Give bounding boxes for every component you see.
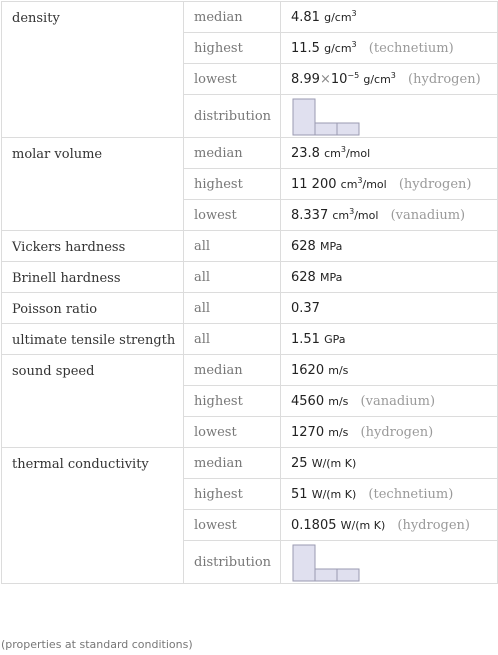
value: 4560 (291, 393, 325, 409)
stat-label: median (184, 138, 281, 169)
property-name-brinell-hardness: Brinell hardness (2, 262, 184, 293)
stat-label: all (184, 324, 281, 355)
stat-label: lowest (184, 510, 281, 541)
value: 0.37 (291, 300, 320, 316)
histogram-bar (337, 123, 359, 135)
table-row (2, 293, 498, 324)
unit: m/s (328, 394, 349, 408)
element-note: (hydrogen) (360, 424, 434, 440)
element-note: (vanadium) (360, 393, 436, 409)
unit: m/s (328, 363, 349, 377)
element-note: (hydrogen) (408, 71, 481, 87)
unit: MPa (319, 239, 343, 253)
unit: W/(m K) (311, 487, 357, 501)
footnote: (properties at standard conditions) (1, 638, 193, 651)
table-row (2, 324, 498, 355)
stat-label: lowest (184, 64, 281, 95)
element-note: (vanadium) (390, 207, 466, 223)
unit: $cm^3$/mol (324, 144, 371, 160)
distribution-histogram (291, 95, 371, 137)
value-cell (281, 386, 498, 417)
unit: $g/cm^3$ (324, 39, 357, 55)
stat-label: lowest (184, 200, 281, 231)
value-cell (281, 262, 498, 293)
stat-label: distribution (184, 95, 281, 138)
stat-label: median (184, 355, 281, 386)
value-cell (281, 33, 498, 64)
stat-label: all (184, 262, 281, 293)
stat-label: highest (184, 386, 281, 417)
value: 11.5 (291, 40, 320, 56)
value-cell (281, 448, 498, 479)
value-cell (281, 231, 498, 262)
value-cell (281, 479, 498, 510)
table-row (2, 355, 498, 386)
histogram-bar (293, 545, 315, 581)
histogram-bar (315, 569, 337, 581)
property-name-ultimate-tensile-strength: ultimate tensile strength (2, 324, 184, 355)
value: 11 200 (291, 176, 337, 192)
value-cell (281, 64, 498, 95)
value: $8.99\times 10^{-5}$ (291, 70, 360, 87)
unit: $cm^3$/mol (340, 175, 387, 191)
unit: MPa (319, 270, 343, 284)
value: 1.51 (291, 331, 320, 347)
unit: $g/cm^3$ (363, 70, 396, 86)
value-cell (281, 2, 498, 33)
value: 51 (291, 486, 308, 502)
stat-label: distribution (184, 541, 281, 584)
value: 8.337 (291, 207, 329, 223)
value-cell (281, 169, 498, 200)
stat-label: highest (184, 479, 281, 510)
stat-label: highest (184, 169, 281, 200)
histogram-bar (337, 569, 359, 581)
table-row (2, 138, 498, 169)
stat-label: lowest (184, 417, 281, 448)
value-cell (281, 138, 498, 169)
value-cell (281, 324, 498, 355)
property-name-molar-volume: molar volume (2, 138, 184, 231)
unit: $g/cm^3$ (324, 8, 357, 24)
unit: GPa (324, 332, 346, 346)
distribution-cell (281, 95, 498, 138)
element-note: (technetium) (368, 486, 454, 502)
property-name-poisson-ratio: Poisson ratio (2, 293, 184, 324)
stat-label: all (184, 293, 281, 324)
value-cell (281, 510, 498, 541)
property-name-sound-speed: sound speed (2, 355, 184, 448)
unit: m/s (328, 425, 349, 439)
value: 628 (291, 238, 316, 254)
stat-label: median (184, 2, 281, 33)
distribution-cell (281, 541, 498, 584)
value: 628 (291, 269, 316, 285)
table-row (2, 448, 498, 479)
table-row (2, 231, 498, 262)
value-cell (281, 200, 498, 231)
unit: W/(m K) (311, 456, 357, 470)
element-note: (hydrogen) (398, 176, 472, 192)
table-row (2, 2, 498, 33)
table-row (2, 262, 498, 293)
properties-table (1, 1, 498, 584)
property-name-density: density (2, 2, 184, 138)
element-note: (hydrogen) (397, 517, 470, 533)
value-cell (281, 293, 498, 324)
property-name-vickers-hardness: Vickers hardness (2, 231, 184, 262)
histogram-bar (315, 123, 337, 135)
histogram-bar (293, 99, 315, 135)
value: 25 (291, 455, 308, 471)
value: 23.8 (291, 145, 320, 161)
element-note: (technetium) (368, 40, 454, 56)
distribution-histogram (291, 541, 371, 583)
value-cell (281, 417, 498, 448)
value: 0.1805 (291, 517, 337, 533)
value: 4.81 (291, 9, 320, 25)
stat-label: highest (184, 33, 281, 64)
value: 1620 (291, 362, 325, 378)
value: 1270 (291, 424, 325, 440)
stat-label: median (184, 448, 281, 479)
unit: W/(m K) (340, 518, 386, 532)
unit: $cm^3$/mol (332, 206, 379, 222)
value-cell (281, 355, 498, 386)
stat-label: all (184, 231, 281, 262)
property-name-thermal-conductivity: thermal conductivity (2, 448, 184, 584)
